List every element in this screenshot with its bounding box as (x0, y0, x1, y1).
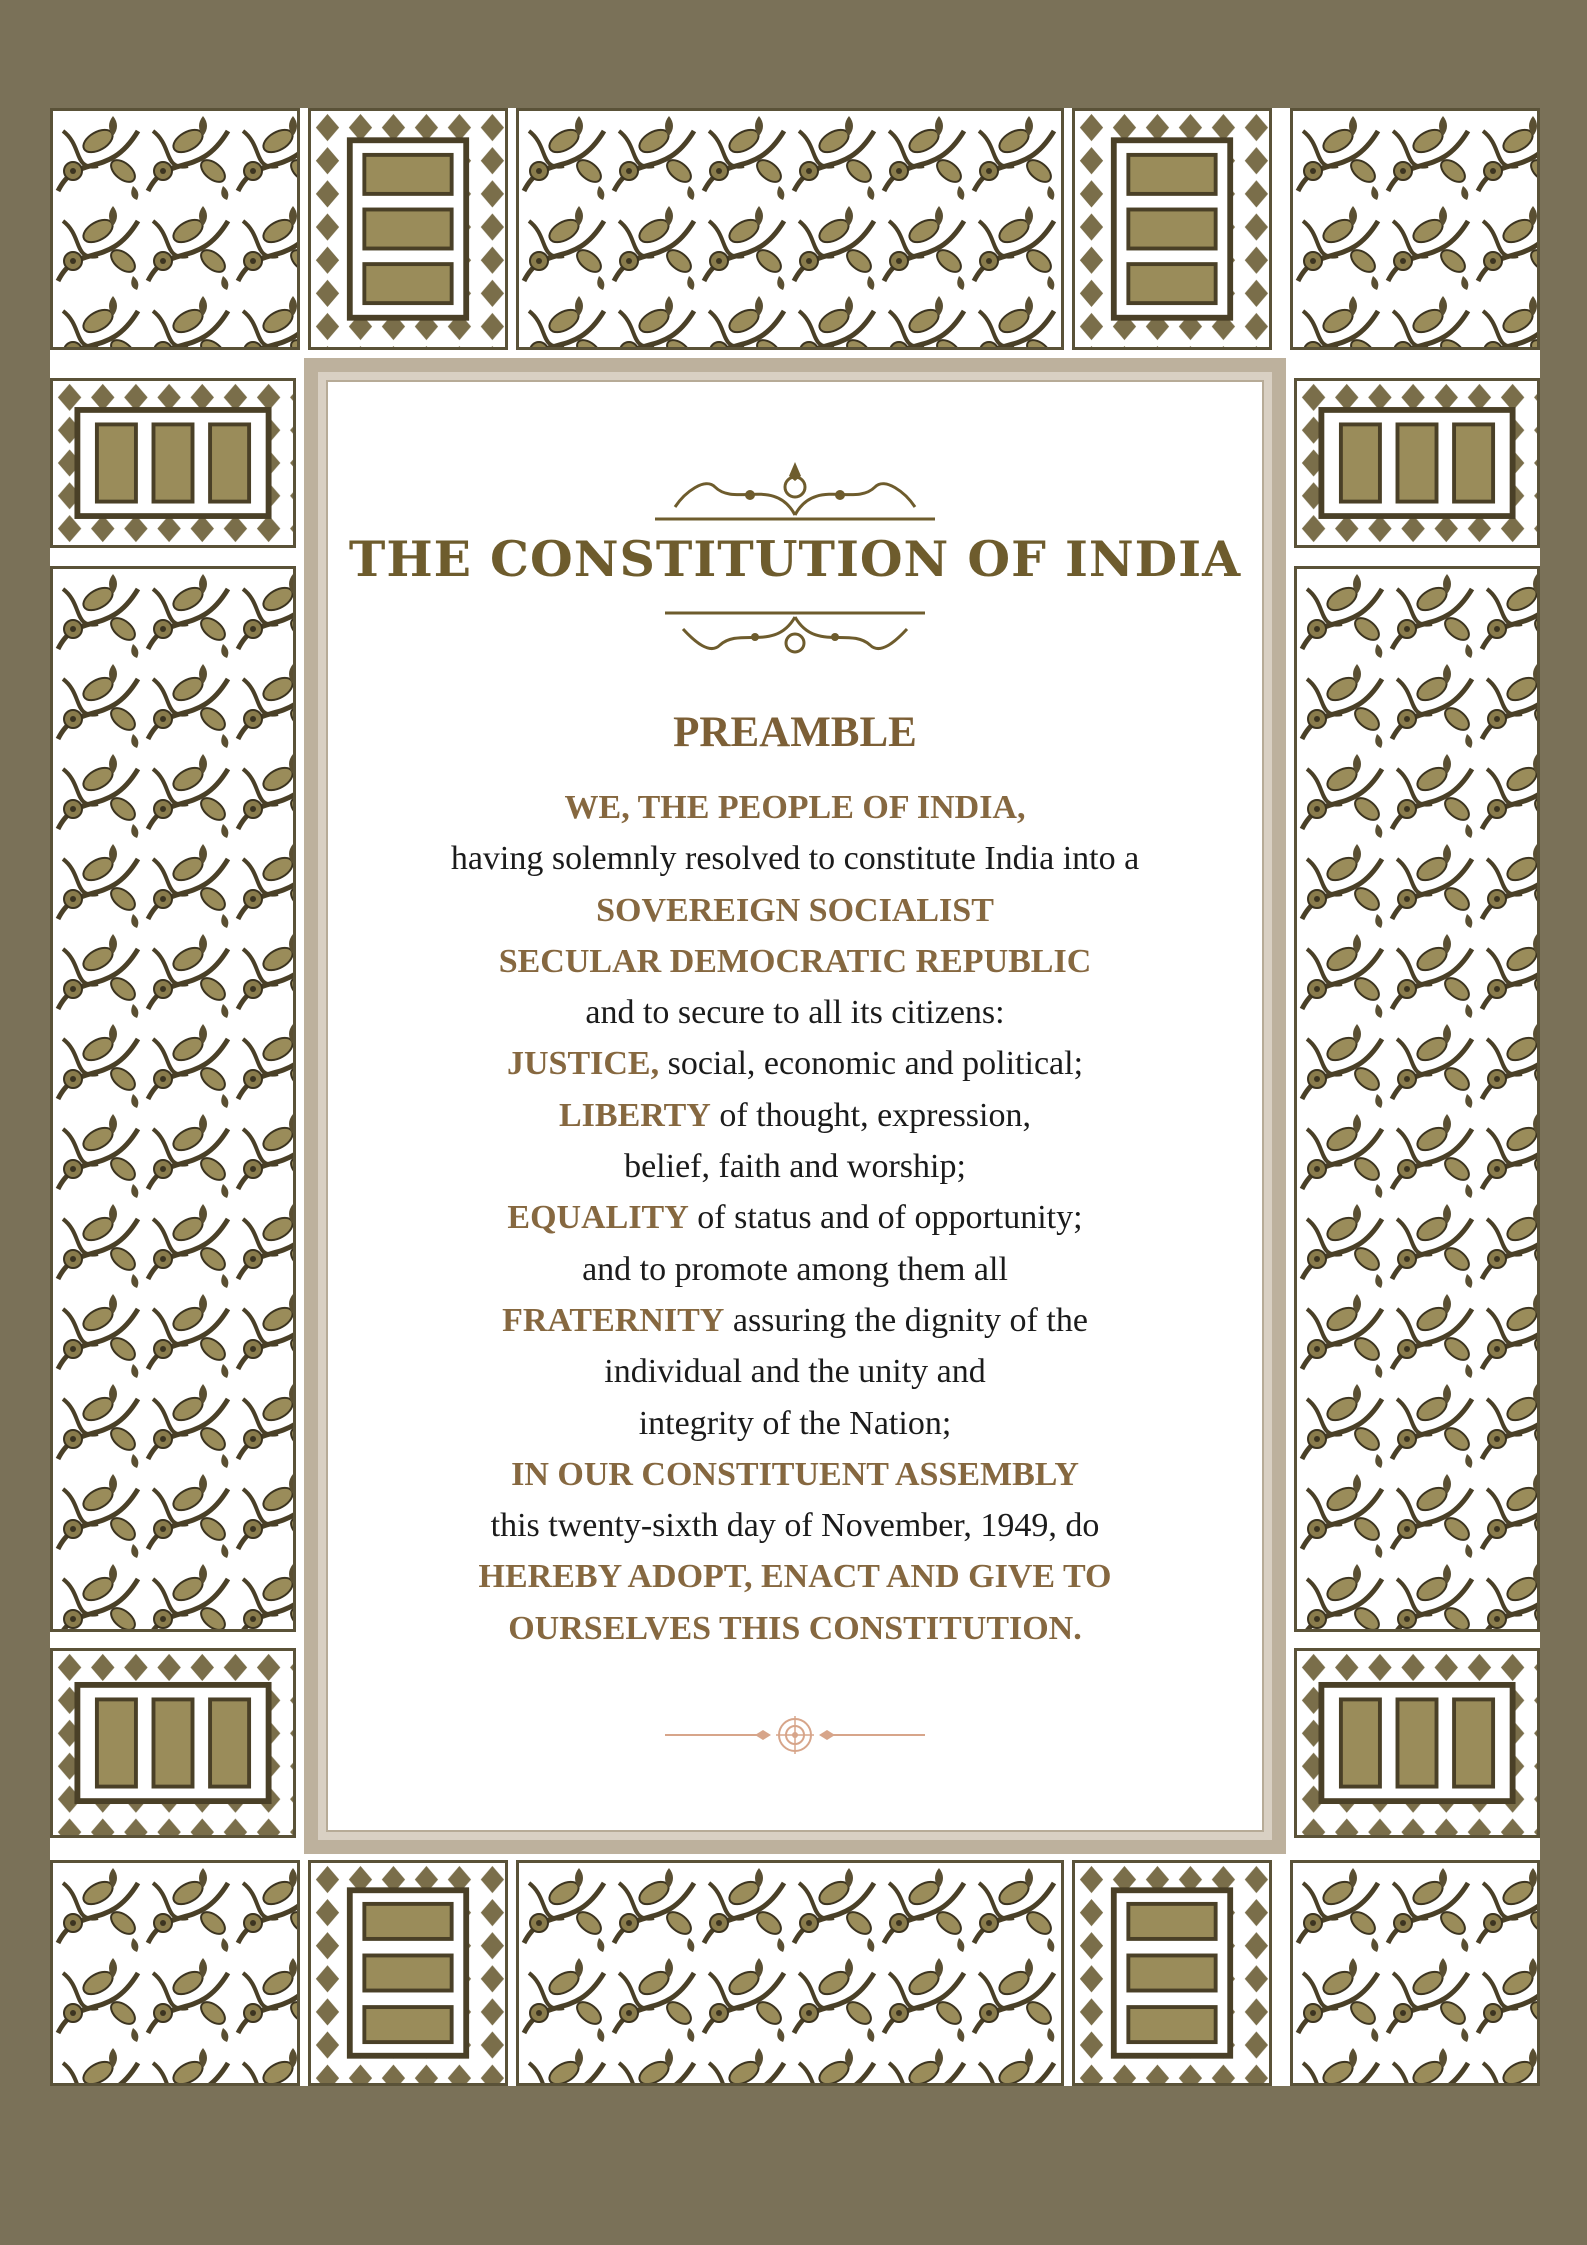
geometric-tile-icon (50, 378, 296, 548)
preamble-body-text: having solemnly resolved to constitute India into a (450, 840, 1140, 878)
preamble-line (328, 833, 1262, 884)
preamble-keyword: OURSELVES THIS CONSTITUTION. (508, 1609, 1082, 1647)
preamble-line (328, 1398, 1262, 1449)
floral-tile-icon (1290, 1860, 1540, 2086)
preamble-body-text: individual and the unity and (604, 1353, 986, 1391)
geometric-tile-icon (1072, 1860, 1272, 2086)
preamble-keyword: IN OUR CONSTITUENT ASSEMBLY (511, 1455, 1079, 1493)
preamble-line (328, 1551, 1262, 1602)
panel-matte (318, 372, 1272, 1840)
floral-pattern-icon (519, 1863, 1061, 2083)
floral-tile-icon (1294, 566, 1540, 1632)
preamble-body-text: assuring the dignity of the (724, 1301, 1088, 1339)
preamble-line (328, 1449, 1262, 1500)
preamble-body-text: this twenty-sixth day of November, 1949, do (490, 1507, 1100, 1545)
floral-pattern-icon (519, 111, 1061, 347)
floral-tile-icon (1290, 108, 1540, 350)
geometric-tile-icon (308, 1860, 508, 2086)
preamble-line (328, 1603, 1262, 1654)
floral-pattern-icon (1297, 569, 1537, 1629)
geometric-tile-icon (1294, 1648, 1540, 1838)
preamble-line (328, 885, 1262, 936)
floral-tile-icon (50, 1860, 300, 2086)
preamble-keyword: FRATERNITY (502, 1301, 725, 1339)
geometric-pattern-icon (53, 381, 293, 545)
preamble-keyword: SOVEREIGN SOCIALIST (596, 891, 994, 929)
preamble-body-text: of status and of opportunity; (688, 1199, 1083, 1237)
preamble-keyword: HEREBY ADOPT, ENACT AND GIVE TO (478, 1558, 1112, 1596)
geometric-tile-icon (1294, 378, 1540, 548)
preamble-line (328, 1500, 1262, 1551)
geometric-pattern-icon (1075, 1863, 1269, 2083)
preamble-line (328, 1295, 1262, 1346)
geometric-pattern-icon (53, 1651, 293, 1835)
floral-tile-icon (516, 108, 1064, 350)
preamble-body-text: integrity of the Nation; (638, 1404, 952, 1442)
preamble-body-text: of thought, expression, (710, 1096, 1031, 1134)
preamble-line (328, 1141, 1262, 1192)
geometric-pattern-icon (1297, 1651, 1537, 1835)
preamble-body-text: and to promote among them all (582, 1250, 1008, 1288)
preamble-line (328, 936, 1262, 987)
preamble-page (326, 380, 1264, 1832)
preamble-keyword: JUSTICE, (506, 1045, 660, 1083)
preamble-line (328, 1346, 1262, 1397)
rosette-divider-icon (660, 1710, 930, 1760)
page-title: THE CONSTITUTION OF INDIA (348, 530, 1242, 588)
preamble-keyword: EQUALITY (507, 1199, 689, 1237)
preamble-panel (304, 358, 1286, 1854)
geometric-tile-icon (50, 1648, 296, 1838)
preamble-keyword: SECULAR DEMOCRATIC REPUBLIC (498, 942, 1092, 980)
floral-pattern-icon (53, 569, 293, 1629)
geometric-pattern-icon (311, 1863, 505, 2083)
geometric-tile-icon (1072, 108, 1272, 350)
preamble-line (328, 1244, 1262, 1295)
floral-tile-icon (516, 1860, 1064, 2086)
floral-tile-icon (50, 566, 296, 1632)
preamble-line (328, 782, 1262, 833)
preamble-line (328, 1090, 1262, 1141)
floral-tile-icon (50, 108, 300, 350)
scroll-ornament-icon (655, 457, 935, 527)
animal-motif-icon (1293, 1863, 1537, 2083)
preamble-body-text: social, economic and political; (659, 1045, 1084, 1083)
scroll-ornament-icon (665, 607, 925, 667)
preamble-body-text: belief, faith and worship; (624, 1148, 966, 1186)
preamble-line (328, 987, 1262, 1038)
geometric-pattern-icon (1297, 381, 1537, 545)
preamble-text (328, 782, 1262, 1654)
geometric-pattern-icon (1075, 111, 1269, 347)
preamble-keyword: LIBERTY (559, 1096, 711, 1134)
horse-motif-icon (53, 1863, 297, 2083)
elephant-motif-icon (1293, 111, 1537, 347)
geometric-pattern-icon (311, 111, 505, 347)
geometric-tile-icon (308, 108, 508, 350)
section-title: PREAMBLE (673, 709, 917, 756)
elephant-motif-icon (53, 111, 297, 347)
preamble-body-text: and to secure to all its citizens: (585, 994, 1005, 1032)
preamble-line (328, 1192, 1262, 1243)
preamble-line (328, 1038, 1262, 1089)
preamble-keyword: WE, THE PEOPLE OF INDIA, (564, 789, 1026, 826)
